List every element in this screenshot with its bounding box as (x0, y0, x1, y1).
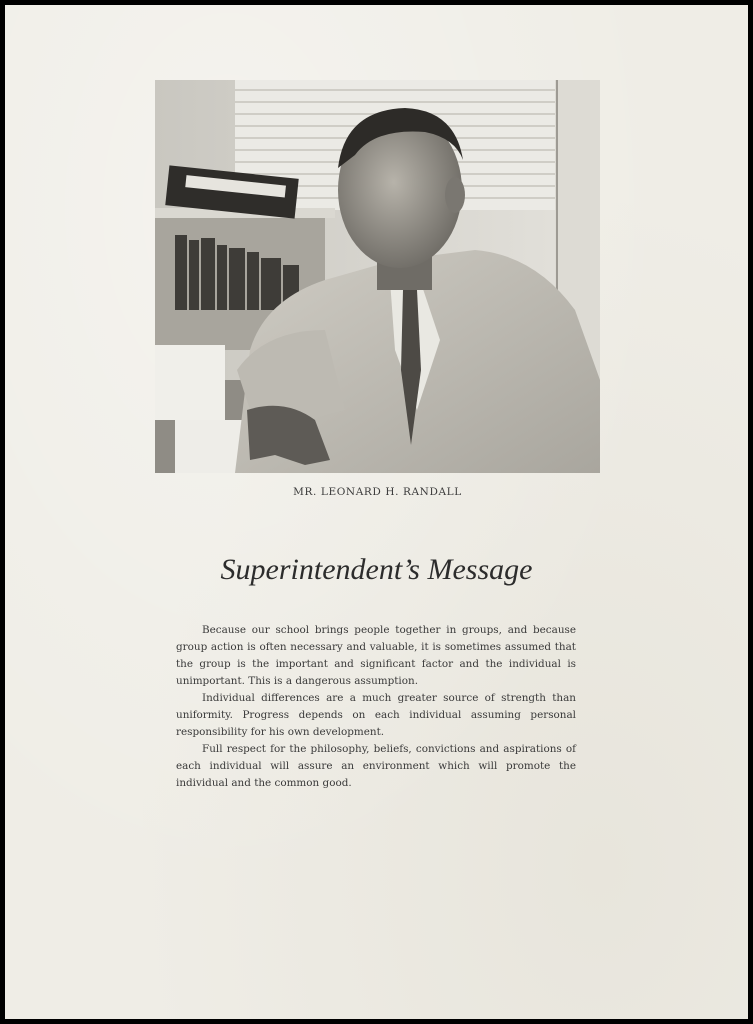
photo-caption: MR. LEONARD H. RANDALL (293, 486, 462, 498)
superintendent-portrait-photo (155, 80, 600, 473)
message-body (176, 622, 576, 792)
yearbook-page (5, 5, 748, 1019)
message-paragraph: Full respect for the philosophy, beliefs, convictions and aspirations of each individual will assure an environment which will promote the individual and the common good. (176, 743, 576, 789)
message-paragraph: Because our school brings people together in groups, and because group action is often necessary and valuable, it is sometimes assumed that the group is the important and significant factor and the individual is unimportant. This is a dangerous assumption. (176, 624, 576, 687)
message-paragraph: Individual differences are a much greater source of strength than uniformity. Progress depends on each individual assuming personal responsibility for his own development. (176, 692, 576, 738)
page-title: Superintendent’s Message (220, 553, 533, 586)
